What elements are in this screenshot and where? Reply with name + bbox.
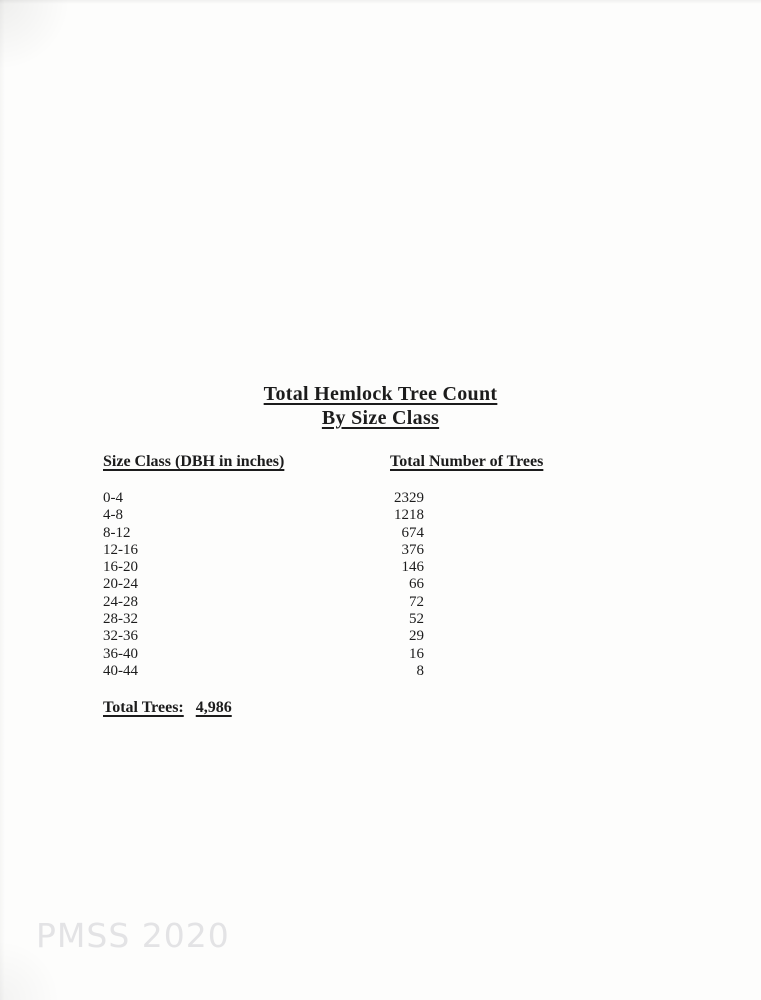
count-cell: 674 [401,524,424,541]
count-cell: 16 [409,645,424,662]
count-cell: 376 [401,541,424,558]
count-cell: 72 [409,593,424,610]
table-row [103,663,424,680]
table-row [103,611,424,628]
table-row [103,628,424,645]
table-column-headers [103,453,583,475]
tree-count-table [103,490,424,680]
size-class-cell: 8-12 [103,524,131,541]
size-class-cell: 32-36 [103,628,138,645]
table-row [103,646,424,663]
count-cell: 29 [409,628,424,645]
table-row [103,594,424,611]
total-trees-label: Total Trees: [103,699,184,716]
table-row [103,559,424,576]
count-cell: 8 [416,662,424,679]
table-row [103,542,424,559]
size-class-cell: 16-20 [103,559,138,576]
size-class-cell: 28-32 [103,611,138,628]
table-row [103,525,424,542]
size-class-cell: 20-24 [103,576,138,593]
size-class-cell: 36-40 [103,645,138,662]
size-class-cell: 24-28 [103,593,138,610]
size-class-cell: 0-4 [103,490,123,506]
column-header-total-trees: Total Number of Trees [390,453,544,470]
size-class-cell: 12-16 [103,541,138,558]
table-row [103,490,424,507]
size-class-cell: 40-44 [103,662,138,679]
column-header-size-class: Size Class (DBH in inches) [103,453,285,470]
document-title [0,382,761,430]
count-cell: 146 [401,559,424,576]
count-cell: 52 [409,611,424,628]
count-cell: 2329 [394,490,424,506]
pmss-watermark: PMSS 2020 [36,916,230,955]
count-cell: 1218 [394,507,424,524]
title-line-2: By Size Class [321,407,440,429]
count-cell: 66 [409,576,424,593]
total-trees-value: 4,986 [195,699,232,716]
total-trees-line [103,699,232,717]
size-class-cell: 4-8 [103,507,123,524]
table-row [103,576,424,593]
title-line-1: Total Hemlock Tree Count [263,383,498,405]
table-row [103,507,424,524]
